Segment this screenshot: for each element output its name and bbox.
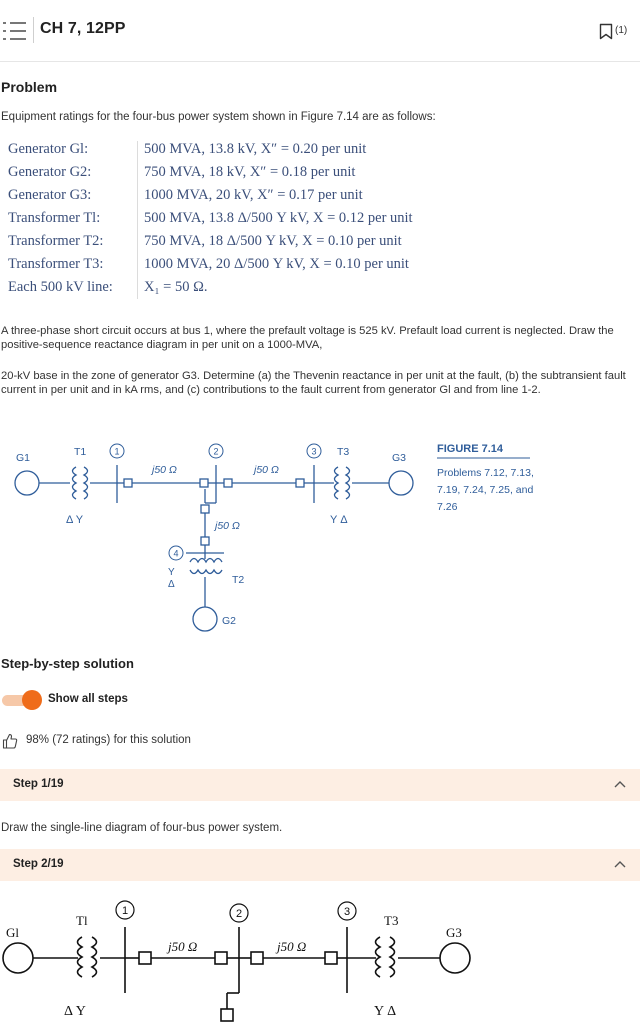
line-12-impedance: j50 Ω	[168, 939, 198, 954]
problem-heading: Problem	[1, 79, 58, 95]
breaker	[296, 479, 304, 487]
step-2-single-line-diagram	[0, 897, 640, 1024]
bookmark-count: (1)	[615, 25, 628, 36]
figure-7-14-diagram	[0, 437, 640, 637]
problem-paragraph-2: 20-kV base in the zone of generator G3. Determine (a) the Thevenin reactance in per unit at the fault, (b) the subtransient fault current in per unit and in kA rms, and (c) contributions to the fault current from generator Gl and from line 1-2.	[1, 370, 626, 396]
step-1-label: Step 1/19	[13, 778, 64, 790]
t3-label: T3	[384, 913, 399, 928]
line-23-impedance: j50 Ω	[277, 939, 307, 954]
solution-heading: Step-by-step solution	[1, 656, 134, 671]
rating-label: Transformer T3:	[8, 256, 104, 272]
rating-value: 1000 MVA, 20 kV, X″ = 0.17 per unit	[144, 187, 363, 203]
bus-1-number: 1	[114, 446, 120, 457]
g3-generator-symbol	[440, 943, 470, 973]
figure-caption-line-3: 7.26	[437, 501, 458, 513]
figure-caption-line-2: 7.19, 7.24, 7.25, and	[437, 484, 534, 496]
bus-3-number: 3	[311, 446, 317, 457]
breaker	[251, 952, 263, 964]
t1-winding-right	[92, 937, 97, 977]
top-bar	[0, 0, 640, 62]
t1-connection-label: Δ Y	[66, 514, 84, 526]
rating-label: Each 500 kV line:	[8, 279, 113, 295]
g2-label: G2	[222, 615, 237, 627]
problem-paragraph-1: A three-phase short circuit occurs at bus 1, where the prefault voltage is 525 kV. Prefault load current is neglected. Draw the positive-sequence reactance diagram in per unit on a 1000-MVA,	[1, 325, 614, 351]
t3-label: T3	[337, 446, 350, 458]
t3-connection-label: Y Δ	[330, 514, 348, 526]
t3-winding-right	[346, 467, 350, 499]
t1-connection-label: Δ Y	[64, 1004, 86, 1019]
bus-2-number: 2	[235, 908, 243, 920]
rating-value: 750 MVA, 18 kV, X″ = 0.18 per unit	[144, 164, 356, 180]
problem-intro: Equipment ratings for the four-bus power system shown in Figure 7.14 are as follows:	[1, 111, 436, 123]
rating-value: 1000 MVA, 20 Δ/500 Y kV, X = 0.10 per unit	[144, 256, 409, 272]
breaker	[200, 479, 208, 487]
figure-caption-line-1: Problems 7.12, 7.13,	[437, 467, 534, 479]
rating-label: Generator Gl:	[8, 141, 89, 157]
bus-2-number: 2	[213, 446, 219, 457]
g3-generator-symbol	[389, 471, 413, 495]
rating-label: Generator G3:	[8, 187, 92, 203]
menu-divider	[33, 17, 34, 43]
bus-4-number: 4	[173, 548, 179, 559]
t1-winding-left	[78, 937, 83, 977]
t1-label: Tl	[76, 913, 88, 928]
figure-caption-title: FIGURE 7.14	[437, 443, 504, 455]
t2-conn-delta: Δ	[168, 579, 175, 590]
t3-winding-left	[335, 467, 339, 499]
breaker	[201, 537, 209, 545]
show-all-steps-toggle[interactable]	[2, 689, 42, 711]
menu-icon[interactable]	[2, 20, 28, 42]
t2-conn-y: Y	[168, 567, 175, 578]
chevron-up-icon[interactable]	[614, 860, 626, 868]
toggle-knob	[22, 690, 42, 710]
g1-generator-symbol	[3, 943, 33, 973]
rating-value: 750 MVA, 18 Δ/500 Y kV, X = 0.10 per unit	[144, 233, 402, 249]
g3-label: G3	[446, 925, 462, 940]
step-2-label: Step 2/19	[13, 858, 64, 870]
t2-label: T2	[232, 574, 245, 586]
t2-winding-bottom	[190, 570, 222, 574]
breaker	[224, 479, 232, 487]
breaker	[124, 479, 132, 487]
page-title: CH 7, 12PP	[40, 20, 126, 37]
bus-3-number: 3	[343, 906, 351, 918]
bus-1-number: 1	[121, 905, 129, 917]
breaker	[139, 952, 151, 964]
breaker	[325, 952, 337, 964]
t2-winding-top	[190, 559, 222, 563]
rating-label: Transformer T2:	[8, 233, 104, 249]
g1-generator-symbol	[15, 471, 39, 495]
g1-label: G1	[16, 452, 31, 464]
ratings-divider	[137, 141, 138, 299]
t3-winding-right	[390, 937, 395, 977]
step-2-header[interactable]	[0, 849, 640, 881]
t1-winding-right	[84, 467, 88, 499]
line-24-impedance: j50 Ω	[215, 520, 240, 532]
rating-value: 500 MVA, 13.8 kV, X″ = 0.20 per unit	[144, 141, 367, 157]
t1-label: T1	[74, 446, 87, 458]
breaker	[221, 1009, 233, 1021]
line-12-impedance: j50 Ω	[152, 464, 177, 476]
line-23-impedance: j50 Ω	[254, 464, 279, 476]
g1-label: Gl	[6, 925, 19, 940]
chevron-up-icon[interactable]	[614, 780, 626, 788]
rating-text: 98% (72 ratings) for this solution	[26, 734, 191, 746]
g2-generator-symbol	[193, 607, 217, 631]
breaker	[215, 952, 227, 964]
t3-winding-left	[376, 937, 381, 977]
rating-label: Transformer Tl:	[8, 210, 101, 226]
step-1-header[interactable]	[0, 769, 640, 801]
rating-value: X₁ = 50 Ω.	[144, 279, 208, 295]
show-all-steps-label: Show all steps	[48, 693, 128, 705]
breaker	[201, 505, 209, 513]
thumbs-up-icon[interactable]	[2, 733, 18, 749]
t1-winding-left	[73, 467, 77, 499]
t3-connection-label: Y Δ	[374, 1004, 397, 1019]
step-1-text: Draw the single-line diagram of four-bus power system.	[1, 822, 283, 834]
g3-label: G3	[392, 452, 407, 464]
bookmark-icon[interactable]	[599, 23, 613, 40]
rating-label: Generator G2:	[8, 164, 92, 180]
rating-value: 500 MVA, 13.8 Δ/500 Y kV, X = 0.12 per unit	[144, 210, 413, 226]
